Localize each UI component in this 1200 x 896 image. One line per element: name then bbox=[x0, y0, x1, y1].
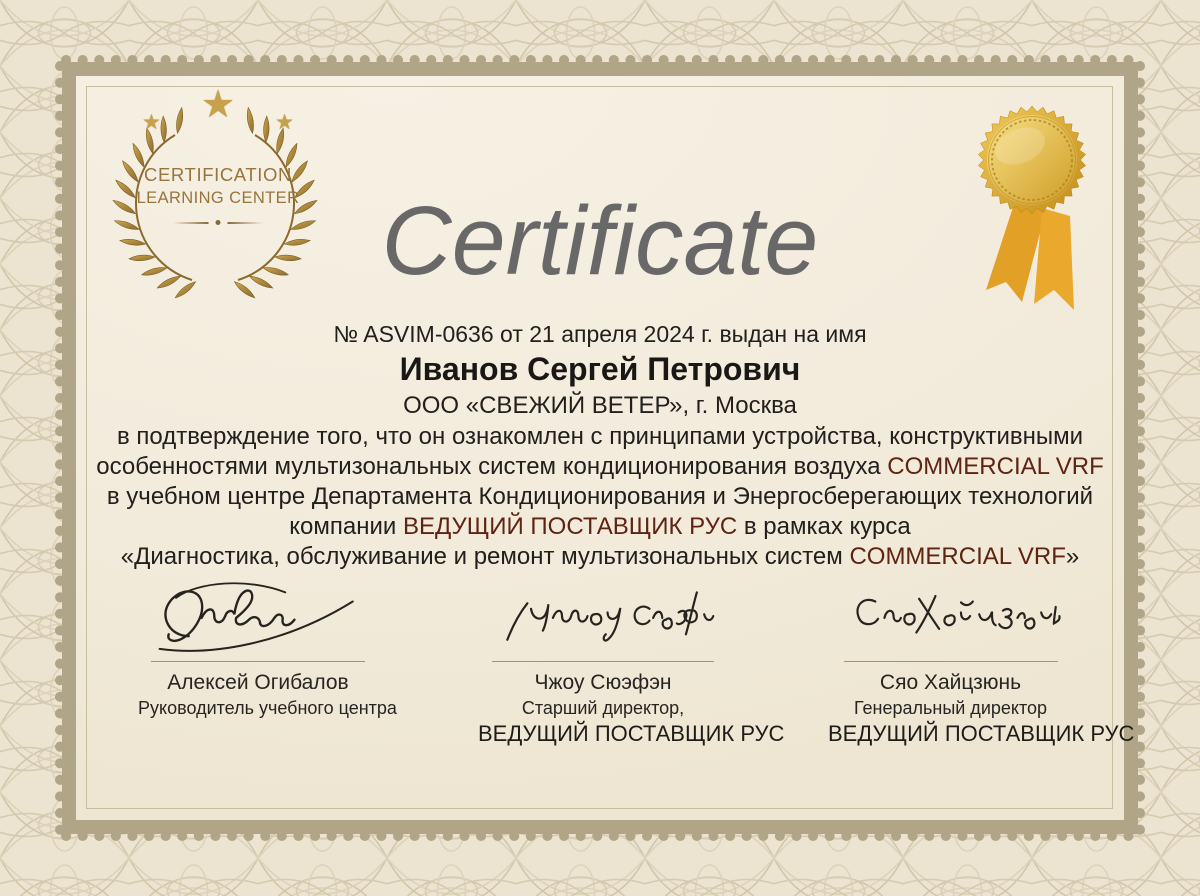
signature-handwriting-syao bbox=[828, 576, 1073, 658]
serial-line: № ASVIM-0636 от 21 апреля 2024 г. выдан на имя bbox=[333, 321, 867, 347]
body-line-5: «Диагностика, обслуживание и ремонт мультизональных систем COMMERCIAL VRF» bbox=[120, 543, 1080, 570]
star-icon: ★ bbox=[142, 111, 161, 134]
course-system-name: COMMERCIAL VRF bbox=[849, 543, 1066, 570]
signer-name: Сяо Хайцзюнь bbox=[879, 671, 1022, 694]
signer-block-2 bbox=[478, 576, 785, 747]
certificate-title: Certificate bbox=[381, 186, 819, 295]
signer-role: Руководитель учебного центра bbox=[138, 698, 397, 718]
signer-role: Генеральный директор bbox=[853, 698, 1048, 718]
certificate-body bbox=[0, 422, 1200, 572]
recipient-company: ООО «СВЕЖИЙ ВЕТЕР», г. Москва bbox=[403, 392, 797, 419]
company-accent-name: ВЕДУЩИЙ ПОСТАВЩИК РУС bbox=[402, 513, 738, 540]
signature-section bbox=[0, 576, 1200, 766]
signer-company: ВЕДУЩИЙ ПОСТАВЩИК РУС bbox=[478, 721, 785, 746]
logo-text-line2: LEARNING CENTER bbox=[136, 189, 300, 207]
body-line-1: в подтверждение того, что он ознакомлен с принципами устройства, конструктивными bbox=[116, 423, 1084, 450]
star-icon: ★ bbox=[275, 111, 294, 134]
star-icon: ★ bbox=[200, 84, 236, 126]
signer-company: ВЕДУЩИЙ ПОСТАВЩИК РУС bbox=[828, 721, 1135, 746]
signer-name: Алексей Огибалов bbox=[167, 671, 349, 694]
signer-name: Чжоу Сюэфэн bbox=[534, 671, 672, 694]
body-line-2: особенностями мультизональных систем кондиционирования воздуха COMMERCIAL VRF bbox=[96, 453, 1104, 480]
body-line-4: компании ВЕДУЩИЙ ПОСТАВЩИК РУС в рамках курса bbox=[289, 513, 911, 540]
recipient-name: Иванов Сергей Петрович bbox=[399, 351, 801, 387]
body-line-3: в учебном центре Департамента Кондиционирования и Энергосберегающих технологий bbox=[106, 483, 1094, 510]
signature-line bbox=[151, 661, 365, 662]
signer-block-3 bbox=[828, 576, 1135, 747]
signature-handwriting-chzhou bbox=[478, 576, 728, 658]
course-system-name: COMMERCIAL VRF bbox=[887, 453, 1104, 480]
signature-line bbox=[492, 661, 714, 662]
signature-line bbox=[844, 661, 1058, 662]
signer-block-1 bbox=[138, 576, 397, 721]
signature-handwriting-ogibalov bbox=[138, 576, 378, 658]
signer-role: Старший директор, bbox=[521, 698, 685, 718]
logo-text-line1: CERTIFICATION bbox=[144, 164, 292, 185]
